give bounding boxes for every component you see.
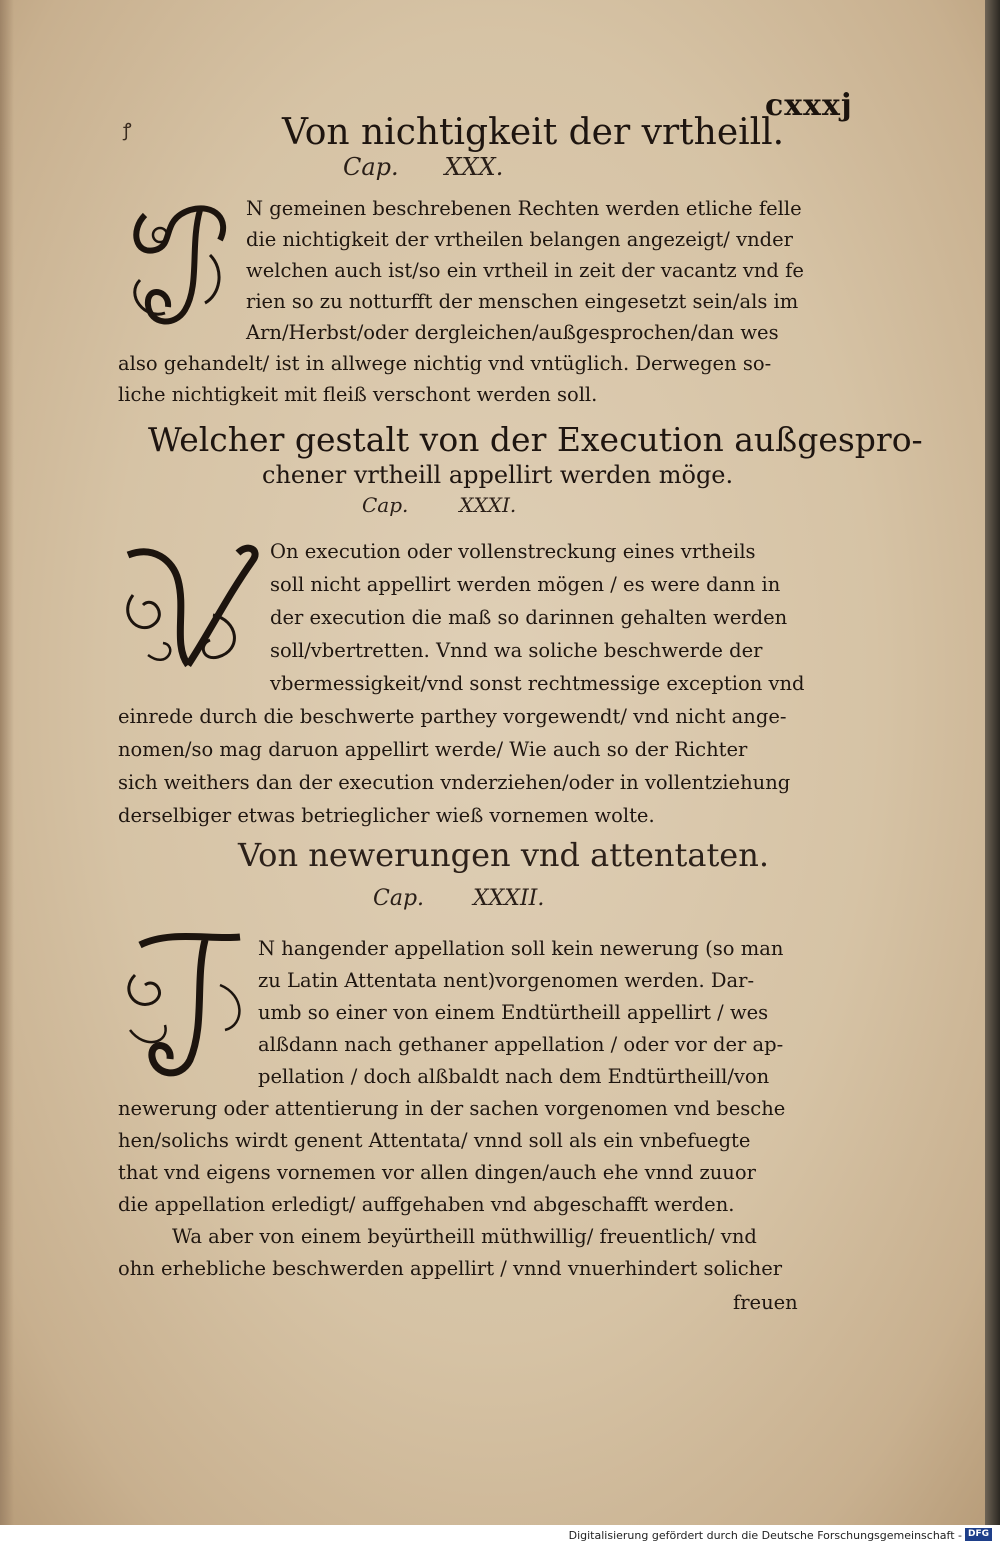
s3-line-3: umb so einer von einem Endtürtheill appellirt / wes <box>258 1001 769 1024</box>
s2-line-2: soll nicht appellirt werden mögen / es were dann in <box>270 573 781 596</box>
s3-catchword: freuen <box>733 1291 798 1314</box>
footer-credit: Digitalisierung gefördert durch die Deutsche Forschungsgemeinschaft - <box>568 1529 962 1542</box>
section-2-heading-line-2: chener vrtheill appellirt werden möge. <box>262 461 734 489</box>
decorative-initial-icon <box>120 925 255 1085</box>
s3-line-6: newerung oder attentierung in der sachen vorgenomen vnd besche <box>118 1097 786 1120</box>
section-1-heading: Von nichtigkeit der vrtheill. <box>282 112 785 153</box>
section-2-cap-label: Cap. <box>362 493 409 517</box>
section-1-initial-letter <box>120 185 240 335</box>
s3-line-11: ohn erhebliche beschwerden appellirt / vnnd vnuerhindert solicher <box>118 1257 783 1280</box>
section-3-cap-number: XXXII. <box>472 886 545 911</box>
section-3-heading: Von newerungen vnd attentaten. <box>238 836 770 874</box>
margin-ornament: ꝭ <box>123 120 132 141</box>
s1-line-1: N gemeinen beschrebenen Rechten werden etliche felle <box>246 197 802 220</box>
s1-line-6: also gehandelt/ ist in allwege nichtig vnd vntüglich. Derwegen so- <box>118 352 772 375</box>
s3-line-5: pellation / doch alßbaldt nach dem Endtürtheill/von <box>258 1065 770 1088</box>
section-2-cap <box>362 493 516 517</box>
s1-line-4: rien so zu notturfft der menschen eingesetzt sein/als im <box>246 290 799 313</box>
decorative-initial-icon <box>118 535 263 675</box>
s3-line-10: Wa aber von einem beyürtheill müthwillig/ freuentlich/ vnd <box>172 1225 757 1248</box>
s2-line-7: nomen/so mag daruon appellirt werde/ Wie auch so der Richter <box>118 738 748 761</box>
s3-line-8: that vnd eigens vornemen vor allen dingen/auch ehe vnnd zuuor <box>118 1161 756 1184</box>
s1-line-7: liche nichtigkeit mit fleiß verschont werden soll. <box>118 383 598 406</box>
s1-line-2: die nichtigkeit der vrtheilen belangen angezeigt/ vnder <box>246 228 793 251</box>
s1-line-5: Arn/Herbst/oder dergleichen/außgesprochen/dan wes <box>246 321 779 344</box>
s2-line-1: On execution oder vollenstreckung eines vrtheils <box>270 540 756 563</box>
section-1-cap-label: Cap. <box>343 153 399 181</box>
page-left-edge <box>0 0 14 1525</box>
section-2-cap-number: XXXI. <box>459 493 517 517</box>
scan-gutter <box>985 0 1000 1525</box>
section-2-heading-line-1: Welcher gestalt von der Execution außgespro- <box>148 420 923 459</box>
s2-line-6: einrede durch die beschwerte parthey vorgewendt/ vnd nicht ange- <box>118 705 787 728</box>
s3-line-1: N hangender appellation soll kein newerung (so man <box>258 937 784 960</box>
s2-line-3: der execution die maß so darinnen gehalten werden <box>270 606 788 629</box>
section-1-cap <box>343 153 503 181</box>
dfg-logo-icon: DFG <box>965 1528 992 1541</box>
s2-line-9: derselbiger etwas betrieglicher wieß vornemen wolte. <box>118 804 655 827</box>
s2-line-8: sich weithers dan der execution vnderziehen/oder in vollentziehung <box>118 771 791 794</box>
section-3-cap <box>373 886 544 911</box>
section-3-cap-label: Cap. <box>373 886 425 911</box>
s3-line-2: zu Latin Attentata nent)vorgenomen werden. Dar- <box>258 969 755 992</box>
s2-line-5: vbermessigkeit/vnd sonst rechtmessige exception vnd <box>270 672 805 695</box>
s2-line-4: soll/vbertretten. Vnnd wa soliche beschwerde der <box>270 639 763 662</box>
section-2-initial-letter <box>118 535 263 675</box>
folio-number: cxxxj <box>765 88 853 123</box>
s3-line-9: die appellation erledigt/ auffgehaben vnd abgeschafft werden. <box>118 1193 735 1216</box>
section-1-cap-number: XXX. <box>444 153 504 181</box>
s3-line-7: hen/solichs wirdt genent Attentata/ vnnd soll als ein vnbefuegte <box>118 1129 751 1152</box>
s1-line-3: welchen auch ist/so ein vrtheil in zeit der vacantz vnd fe <box>246 259 804 282</box>
s3-line-4: alßdann nach gethaner appellation / oder vor der ap- <box>258 1033 784 1056</box>
section-3-initial-letter <box>120 925 255 1085</box>
decorative-initial-icon <box>120 185 240 335</box>
